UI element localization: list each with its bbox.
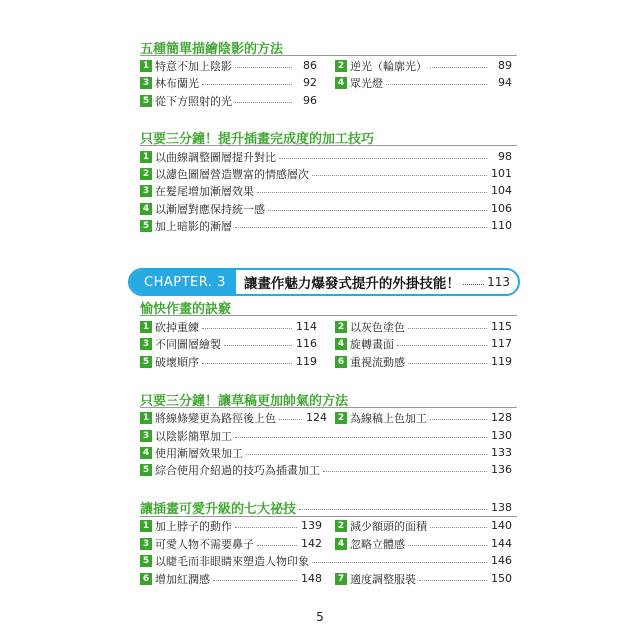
dot-leader bbox=[408, 363, 487, 364]
entry-label: 破壞順序 bbox=[155, 355, 199, 369]
entry-label: 加上脖子的動作 bbox=[155, 519, 232, 533]
entry-label: 增加紅潤感 bbox=[155, 572, 210, 586]
dot-leader bbox=[235, 67, 292, 68]
entry-page: 150 bbox=[491, 572, 512, 585]
entry-number: 5 bbox=[140, 356, 152, 368]
section-title-finishing: 只要三分鐘！提升插畫完成度的加工技巧 bbox=[140, 132, 375, 147]
entry-number: 3 bbox=[140, 338, 152, 350]
entry-label: 綜合使用介紹過的技巧為插畫加工 bbox=[155, 463, 320, 477]
entry-number: 5 bbox=[140, 464, 152, 476]
section-underline bbox=[140, 315, 517, 316]
entry-number: 3 bbox=[140, 430, 152, 442]
dot-leader bbox=[430, 67, 487, 68]
entry-number: 2 bbox=[140, 168, 152, 180]
entry-number: 4 bbox=[335, 538, 347, 550]
toc-entry[interactable] bbox=[140, 462, 512, 477]
entry-page: 124 bbox=[306, 411, 327, 424]
toc-entry[interactable] bbox=[140, 336, 317, 351]
page-number: 5 bbox=[316, 610, 324, 624]
entry-label: 使用漸層效果加工 bbox=[155, 446, 243, 460]
entry-page: 144 bbox=[491, 537, 512, 550]
section-title-tips: 愉快作畫的訣竅 bbox=[140, 302, 232, 317]
entry-number: 3 bbox=[140, 77, 152, 89]
entry-page: 110 bbox=[491, 219, 512, 232]
toc-entry[interactable] bbox=[335, 319, 512, 334]
toc-entry[interactable] bbox=[140, 428, 512, 443]
chapter-title: 讓畫作魅力爆發式提升的外掛技能！ bbox=[243, 276, 460, 292]
dot-leader bbox=[246, 454, 487, 455]
entry-number: 2 bbox=[335, 321, 347, 333]
entry-number: 1 bbox=[140, 151, 152, 163]
toc-entry[interactable] bbox=[140, 58, 317, 73]
entry-label: 以曲線調整圖層提升對比 bbox=[155, 150, 276, 164]
chapter-tag: CHAPTER. 3 bbox=[130, 270, 236, 294]
dot-leader bbox=[279, 158, 487, 159]
toc-entry[interactable] bbox=[335, 336, 512, 351]
dot-leader bbox=[235, 527, 297, 528]
entry-page: 116 bbox=[296, 337, 317, 350]
entry-page: 117 bbox=[491, 337, 512, 350]
entry-number: 1 bbox=[140, 520, 152, 532]
dot-leader bbox=[430, 527, 487, 528]
entry-number: 6 bbox=[335, 356, 347, 368]
entry-page: 92 bbox=[303, 76, 317, 89]
entry-label: 以睫毛而非眼睛來塑造人物印象 bbox=[155, 554, 309, 568]
dot-leader bbox=[257, 545, 297, 546]
entry-number: 4 bbox=[140, 447, 152, 459]
entry-page: 106 bbox=[491, 202, 512, 215]
entry-page: 128 bbox=[491, 411, 512, 424]
dot-leader bbox=[386, 84, 487, 85]
section-heading-row[interactable] bbox=[140, 499, 512, 515]
toc-entry[interactable] bbox=[140, 445, 512, 460]
toc-entry[interactable] bbox=[335, 518, 512, 533]
dot-leader bbox=[224, 345, 292, 346]
entry-label: 減少額頭的面積 bbox=[350, 519, 427, 533]
toc-entry[interactable] bbox=[140, 553, 512, 568]
toc-entry[interactable] bbox=[335, 354, 512, 369]
entry-label: 忽略立體感 bbox=[350, 537, 405, 551]
entry-label: 以漸層對應保持統一感 bbox=[155, 202, 265, 216]
dot-leader bbox=[408, 545, 487, 546]
section-underline bbox=[140, 407, 517, 408]
entry-number: 1 bbox=[140, 60, 152, 72]
chapter-banner[interactable] bbox=[128, 268, 520, 296]
entry-page: 136 bbox=[491, 463, 512, 476]
entry-number: 4 bbox=[335, 77, 347, 89]
dot-leader bbox=[463, 284, 484, 285]
entry-number: 4 bbox=[335, 338, 347, 350]
dot-leader bbox=[202, 84, 292, 85]
entry-label: 旋轉畫面 bbox=[350, 337, 394, 351]
dot-leader bbox=[397, 345, 487, 346]
entry-number: 5 bbox=[140, 220, 152, 232]
entry-number: 4 bbox=[140, 203, 152, 215]
toc-entry[interactable] bbox=[140, 410, 327, 425]
dot-leader bbox=[213, 580, 297, 581]
entry-number: 1 bbox=[140, 321, 152, 333]
toc-entry[interactable] bbox=[140, 354, 317, 369]
entry-label: 以濾色圖層營造豐富的情感層次 bbox=[155, 167, 309, 181]
entry-page: 133 bbox=[491, 446, 512, 459]
toc-entry[interactable] bbox=[140, 518, 322, 533]
dot-leader bbox=[235, 102, 292, 103]
entry-label: 以陰影簡單加工 bbox=[155, 429, 232, 443]
entry-page: 119 bbox=[491, 355, 512, 368]
entry-label: 為線稿上色加工 bbox=[350, 411, 427, 425]
chapter-page: 113 bbox=[487, 275, 510, 289]
entry-page: 89 bbox=[498, 59, 512, 72]
entry-page: 104 bbox=[491, 184, 512, 197]
entry-number: 3 bbox=[140, 185, 152, 197]
toc-entry[interactable] bbox=[335, 571, 512, 586]
dot-leader bbox=[430, 419, 487, 420]
entry-number: 2 bbox=[335, 412, 347, 424]
entry-label: 砍掉重練 bbox=[155, 320, 199, 334]
section-underline bbox=[140, 55, 517, 56]
toc-entry[interactable] bbox=[140, 319, 317, 334]
entry-number: 2 bbox=[335, 60, 347, 72]
section-underline bbox=[140, 145, 517, 146]
dot-leader bbox=[202, 363, 292, 364]
entry-label: 特意不加上陰影 bbox=[155, 59, 232, 73]
section-title-cute: 讓插畫可愛升級的七大祕技 bbox=[140, 501, 297, 517]
section-title-shading: 五種簡單描繪陰影的方法 bbox=[140, 42, 284, 57]
section-page: 138 bbox=[491, 500, 512, 514]
toc-entry[interactable] bbox=[140, 75, 317, 90]
dot-leader bbox=[268, 210, 487, 211]
entry-page: 115 bbox=[491, 320, 512, 333]
toc-entry[interactable] bbox=[140, 166, 512, 181]
entry-page: 96 bbox=[303, 94, 317, 107]
dot-leader bbox=[202, 328, 292, 329]
entry-page: 130 bbox=[491, 429, 512, 442]
toc-entry[interactable] bbox=[335, 58, 512, 73]
dot-leader bbox=[299, 509, 487, 510]
toc-entry[interactable] bbox=[140, 149, 512, 164]
entry-number: 7 bbox=[335, 573, 347, 585]
entry-page: 86 bbox=[303, 59, 317, 72]
entry-page: 98 bbox=[498, 150, 512, 163]
dot-leader bbox=[235, 437, 487, 438]
entry-number: 5 bbox=[140, 95, 152, 107]
entry-label: 可愛人物不需要鼻子 bbox=[155, 537, 254, 551]
entry-number: 5 bbox=[140, 555, 152, 567]
entry-label: 林布蘭光 bbox=[155, 76, 199, 90]
entry-label: 重視流動感 bbox=[350, 355, 405, 369]
dot-leader bbox=[279, 419, 302, 420]
dot-leader bbox=[419, 580, 487, 581]
dot-leader bbox=[235, 227, 487, 228]
entry-page: 139 bbox=[301, 519, 322, 532]
entry-page: 140 bbox=[491, 519, 512, 532]
entry-label: 從下方照射的光 bbox=[155, 94, 232, 108]
toc-entry[interactable] bbox=[140, 93, 317, 108]
toc-entry[interactable] bbox=[140, 201, 512, 216]
entry-page: 146 bbox=[491, 554, 512, 567]
dot-leader bbox=[257, 192, 487, 193]
entry-page: 101 bbox=[491, 167, 512, 180]
entry-label: 在髮尾增加漸層效果 bbox=[155, 184, 254, 198]
entry-label: 逆光（輪廓光） bbox=[350, 59, 427, 73]
dot-leader bbox=[312, 562, 487, 563]
entry-label: 適度調整服裝 bbox=[350, 572, 416, 586]
dot-leader bbox=[408, 328, 487, 329]
entry-number: 1 bbox=[140, 412, 152, 424]
toc-entry[interactable] bbox=[140, 536, 322, 551]
toc-entry[interactable] bbox=[335, 75, 512, 90]
entry-number: 3 bbox=[140, 538, 152, 550]
entry-page: 142 bbox=[301, 537, 322, 550]
toc-entry[interactable] bbox=[140, 183, 512, 198]
toc-entry[interactable] bbox=[140, 571, 322, 586]
toc-entry[interactable] bbox=[335, 536, 512, 551]
dot-leader bbox=[323, 471, 487, 472]
toc-entry[interactable] bbox=[140, 218, 512, 233]
entry-label: 眾光燈 bbox=[350, 76, 383, 90]
toc-entry[interactable] bbox=[335, 410, 512, 425]
entry-page: 114 bbox=[296, 320, 317, 333]
entry-page: 148 bbox=[301, 572, 322, 585]
entry-label: 以灰色塗色 bbox=[350, 320, 405, 334]
entry-page: 94 bbox=[498, 76, 512, 89]
entry-label: 不同圖層繪製 bbox=[155, 337, 221, 351]
entry-label: 加上暗影的漸層 bbox=[155, 219, 232, 233]
entry-label: 將線條變更為路徑後上色 bbox=[155, 411, 276, 425]
entry-number: 6 bbox=[140, 573, 152, 585]
entry-page: 119 bbox=[296, 355, 317, 368]
entry-number: 2 bbox=[335, 520, 347, 532]
dot-leader bbox=[312, 175, 487, 176]
section-title-rough-sketch: 只要三分鐘！讓草稿更加帥氣的方法 bbox=[140, 394, 349, 409]
